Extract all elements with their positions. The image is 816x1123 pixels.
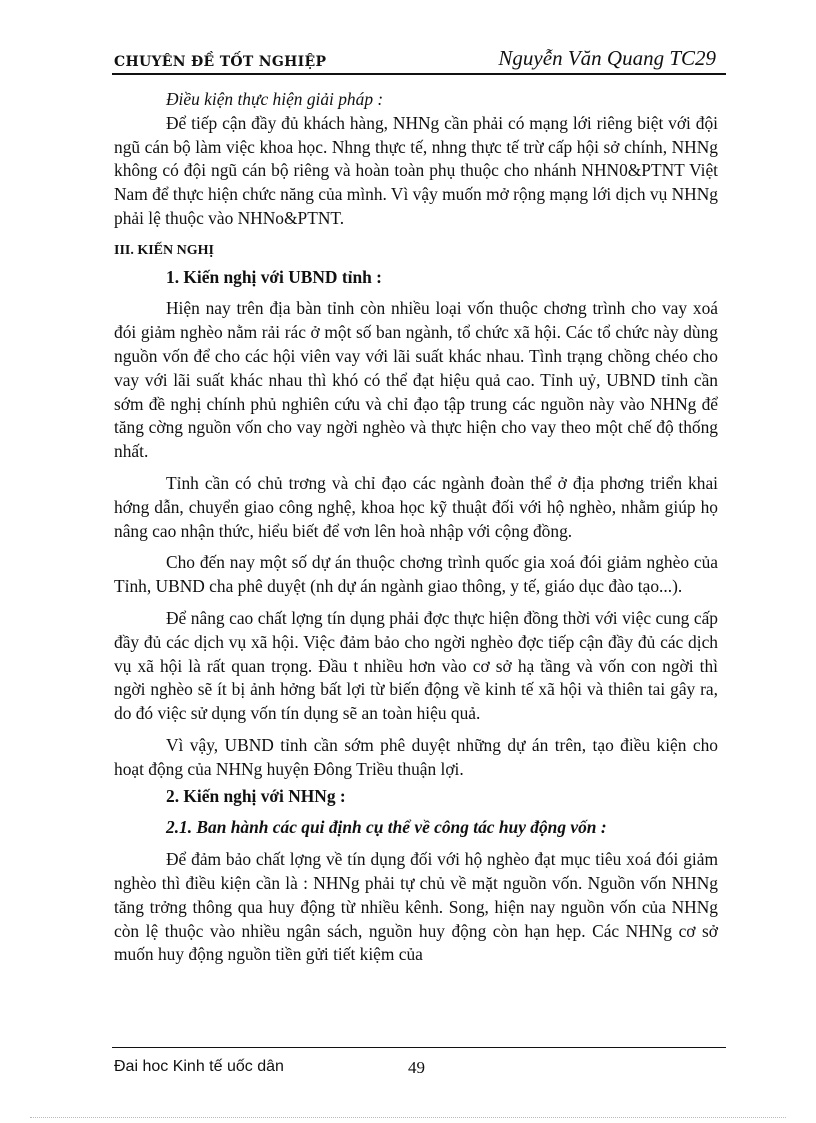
conditions-paragraph: Để tiếp cận đầy đủ khách hàng, NHNg cần phải có mạng lới riêng biệt với đội ngũ cán bộ làm việc khoa học. Nhng thực tế, nhng thực tế trừ cấp hội sở chính, NHNg không có đội ngũ cán bộ riêng và hoàn toàn phụ thuộc cho nhánh NHN0&PTNT Việt Nam để thực hiện chức năng của mình. Vì vậy muốn mở rộng mạng lới dịch vụ NHNg phải lệ thuộc vào NHNo&PTNT. — [114, 112, 718, 228]
paragraph-4: Để nâng cao chất lợng tín dụng phải đợc thực hiện đồng thời với việc cung cấp đầy đủ các dịch vụ xã hội. Việc đảm bảo cho ngời nghèo đợc tiếp cận đầy đủ các dịch vụ xã hội là rất quan trọng. Đầu t nhiều hơn vào cơ sở hạ tầng và vốn con ngời thì ngời nghèo sẽ ít bị ảnh hởng bất lợi từ biến động về kinh tế xã hội và thiên tai gây ra, do đó việc sử dụng vốn tín dụng sẽ an toàn hiệu quả. — [114, 607, 718, 724]
paragraph-5: Vì vậy, UBND tỉnh cần sớm phê duyệt những dự án trên, tạo điều kiện cho hoạt động của NHNg huyện Đông Triều thuận lợi. — [114, 734, 718, 779]
header-author: Nguyễn Văn Quang TC29 — [498, 46, 716, 70]
document-body — [114, 88, 718, 967]
section-heading: III. KIẾN NGHỊ — [114, 242, 214, 258]
page-edge-dots — [30, 1117, 786, 1118]
page-number: 49 — [408, 1058, 425, 1077]
header-divider — [112, 73, 726, 75]
footer-divider — [112, 1047, 726, 1048]
subsection-heading-1: 1. Kiến nghị với UBND tỉnh : — [166, 266, 382, 287]
paragraph-2: Tỉnh cần có chủ trơng và chỉ đạo các ngành đoàn thể ở địa phơng triển khai hớng dẫn, chuyển giao công nghệ, khoa học kỹ thuật đối với hộ nghèo, nhằm giúp họ nâng cao nhận thức, hiểu biết để vơn lên hoà nhập với cộng đồng. — [114, 472, 718, 541]
paragraph-1: Hiện nay trên địa bàn tỉnh còn nhiều loại vốn thuộc chơng trình cho vay xoá đói giảm nghèo nằm rải rác ở một số ban ngành, tổ chức xã hội. Các tổ chức này dùng nguồn vốn để cho các hội viên vay với lãi suất khác nhau. Tình trạng chồng chéo cho vay với lãi suất khác nhau thì khó có thể đạt hiệu quả cao. Tỉnh uỷ, UBND tỉnh cần sớm đề nghị chính phủ nghiên cứu và chỉ đạo tập trung các nguồn này vào NHNg để tăng cờng nguồn vốn cho vay ngời nghèo và thực hiện cho vay theo một chế độ thống nhất. — [114, 298, 718, 462]
paragraph-6: Để đảm bảo chất lợng về tín dụng đối với hộ nghèo đạt mục tiêu xoá đói giảm nghèo thì điều kiện cần là : NHNg phải tự chủ về mặt nguồn vốn. Nguồn vốn NHNg tăng trởng thông qua huy động từ nhiều kênh. Song, hiện nay nguồn vốn của NHNg còn lệ thuộc vào nhiều ngân sách, nguồn huy động còn hạn hẹp. Các NHNg cơ sở muốn huy động nguồn tiền gửi tiết kiệm của — [114, 849, 718, 965]
subsection-heading-2-1: 2.1. Ban hành các qui định cụ thể về công tác huy động vốn : — [166, 817, 607, 838]
footer-institution: Đai hoc Kinh tế uốc dân — [114, 1058, 284, 1075]
paragraph-3: Cho đến nay một số dự án thuộc chơng trình quốc gia xoá đói giảm nghèo của Tỉnh, UBND cha phê duyệt (nh dự án ngành giao thông, y tế, giáo dục đào tạo...). — [114, 552, 718, 597]
conditions-heading: Điều kiện thực hiện giải pháp : — [166, 89, 384, 109]
subsection-heading-2: 2. Kiến nghị với NHNg : — [166, 785, 346, 806]
header-title: CHUYÊN ĐỀ TỐT NGHIỆP — [114, 54, 327, 70]
